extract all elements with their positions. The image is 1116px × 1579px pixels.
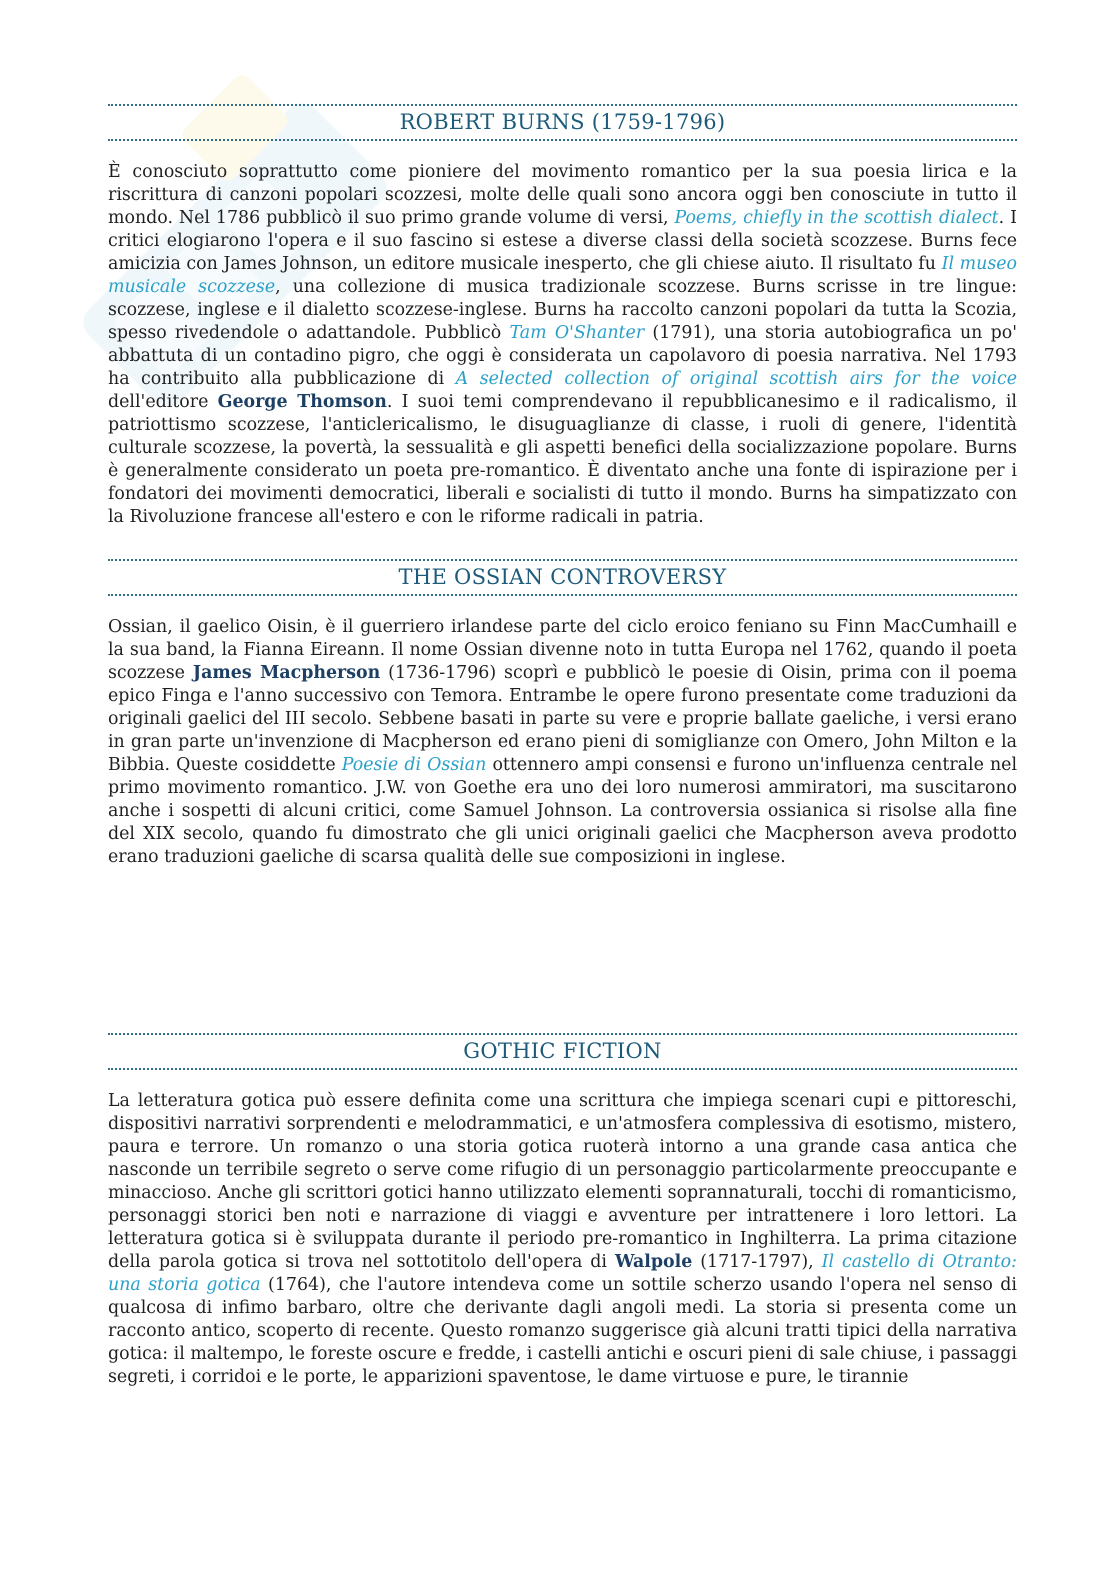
link-castello-di-otranto[interactable]: Il castello di Otranto: una storia gotica bbox=[108, 1252, 1018, 1295]
section-title-gothic-fiction: GOTHIC FICTION bbox=[108, 1033, 1017, 1070]
link-museo-musicale[interactable]: Il museo musicale scozzese bbox=[108, 254, 1018, 297]
paragraph-robert-burns: È conosciuto soprattutto come pioniere del movimento romantico per la sua poesia lirica e la riscrittura di canzoni popolari scozzesi, molte delle quali sono ancora oggi ben conosciute in tutto il mondo. Nel 1786 pubblicò il suo primo grande volume di versi, Poems, chiefly in the scottish dialect. I critici elogiarono l'opera e il suo fascino si estese a diverse classi della società scozzese. Burns fece amicizia con James Johnson, un editore musicale inesperto, che gli chiese aiuto. Il risultato fu Il museo musicale scozzese, una collezione di musica tradizionale scozzese. Burns scrisse in tre lingue: scozzese, inglese e il dialetto scozzese-inglese. Burns ha raccolto canzoni popolari da tutta la Scozia, spesso rivedendole o adattandole. Pubblicò Tam O'Shanter (1791), una storia autobiografica un po' abbattuta di un contadino pigro, che oggi è considerata un capolavoro di poesia narrativa. Nel 1793 ha contribuito alla pubblicazione di A selected collection of original scottish airs for the voice dell'editore George Thomson. I suoi temi comprendevano il repubblicanesimo e il radicalismo, il patriottismo scozzese, l'anticlericalismo, le disuguaglianze di classe, i ruoli di genere, l'identità culturale scozzese, la povertà, la sessualità e gli aspetti benefici della socializzazione popolare. Burns è generalmente considerato un poeta pre-romantico. È diventato anche una fonte di ispirazione per i fondatori dei movimenti democratici, liberali e socialisti di tutto il mondo. Burns ha simpatizzato con la Rivoluzione francese all'estero e con le riforme radicali in patria. bbox=[108, 162, 1018, 527]
link-poems-chiefly[interactable]: Poems, chiefly in the scottish dialect bbox=[674, 208, 999, 228]
link-poesie-di-ossian[interactable]: Poesie di Ossian bbox=[341, 755, 487, 775]
name-walpole: Walpole bbox=[614, 1252, 693, 1272]
paragraph-gothic-fiction: La letteratura gotica può essere definita come una scrittura che impiega scenari cupi e pittoreschi, dispositivi narrativi sorprendenti e melodrammatici, e un'atmosfera complessiva di esotismo, mistero, paura e terrore. Un romanzo o una storia gotica ruoterà intorno a una grande casa antica che nasconde un terribile segreto o serve come rifugio di un personaggio particolarmente preoccupante e minaccioso. Anche gli scrittori gotici hanno utilizzato elementi soprannaturali, tocchi di romanticismo, personaggi storici ben noti e narrazione di viaggi e avventure per intrattenere i loro lettori. La letteratura gotica si è sviluppata durante il periodo pre-romantico in Inghilterra. La prima citazione della parola gotica si trova nel sottotitolo dell'opera di Walpole (1717-1797), Il castello di Otranto: una storia gotica (1764), che l'autore intendeva come un sottile scherzo usando l'opera nel senso di qualcosa di infimo barbaro, oltre che derivante dagli angoli medi. La storia si presenta come un racconto antico, scoperto di recente. Questo romanzo suggerisce già alcuni tratti tipici della narrativa gotica: il maltempo, le foreste oscure e fredde, i castelli antichi e oscuri pieni di sale chiuse, i passaggi segreti, i corridoi e le porte, le apparizioni spaventose, le dame virtuose e pure, le tirannie bbox=[108, 1091, 1018, 1387]
name-george-thomson: George Thomson bbox=[217, 392, 387, 412]
link-selected-collection[interactable]: A selected collection of original scottish airs for the voice bbox=[455, 369, 1017, 389]
name-james-macpherson: James Macpherson bbox=[192, 663, 381, 683]
paragraph-ossian: Ossian, il gaelico Oisin, è il guerriero irlandese parte del ciclo eroico feniano su Finn MacCumhaill e la sua band, la Fianna Eireann. Il nome Ossian divenne noto in tutta Europa nel 1762, quando il poeta scozzese James Macpherson (1736-1796) scoprì e pubblicò le poesie di Oisin, prima con il poema epico Finga e l'anno successivo con Temora. Entrambe le opere furono presentate come traduzioni da originali gaelici del III secolo. Sebbene basati in parte su vere e proprie ballate gaeliche, i versi erano in gran parte un'invenzione di Macpherson ed erano pieni di somiglianze con Omero, John Milton e la Bibbia. Queste cosiddette Poesie di Ossian ottennero ampi consensi e furono un'influenza centrale nel primo movimento romantico. J.W. von Goethe era uno dei loro numerosi ammiratori, ma suscitarono anche i sospetti di alcuni critici, come Samuel Johnson. La controversia ossianica si risolse alla fine del XIX secolo, quando fu dimostrato che gli unici originali gaelici che Macpherson aveva prodotto erano traduzioni gaeliche di scarsa qualità delle sue composizioni in inglese. bbox=[108, 617, 1018, 867]
section-title-ossian: THE OSSIAN CONTROVERSY bbox=[108, 559, 1017, 596]
document-body bbox=[108, 104, 1017, 1389]
section-title-robert-burns: ROBERT BURNS (1759-1796) bbox=[108, 104, 1017, 141]
link-tam-oshanter[interactable]: Tam O'Shanter bbox=[509, 323, 645, 343]
